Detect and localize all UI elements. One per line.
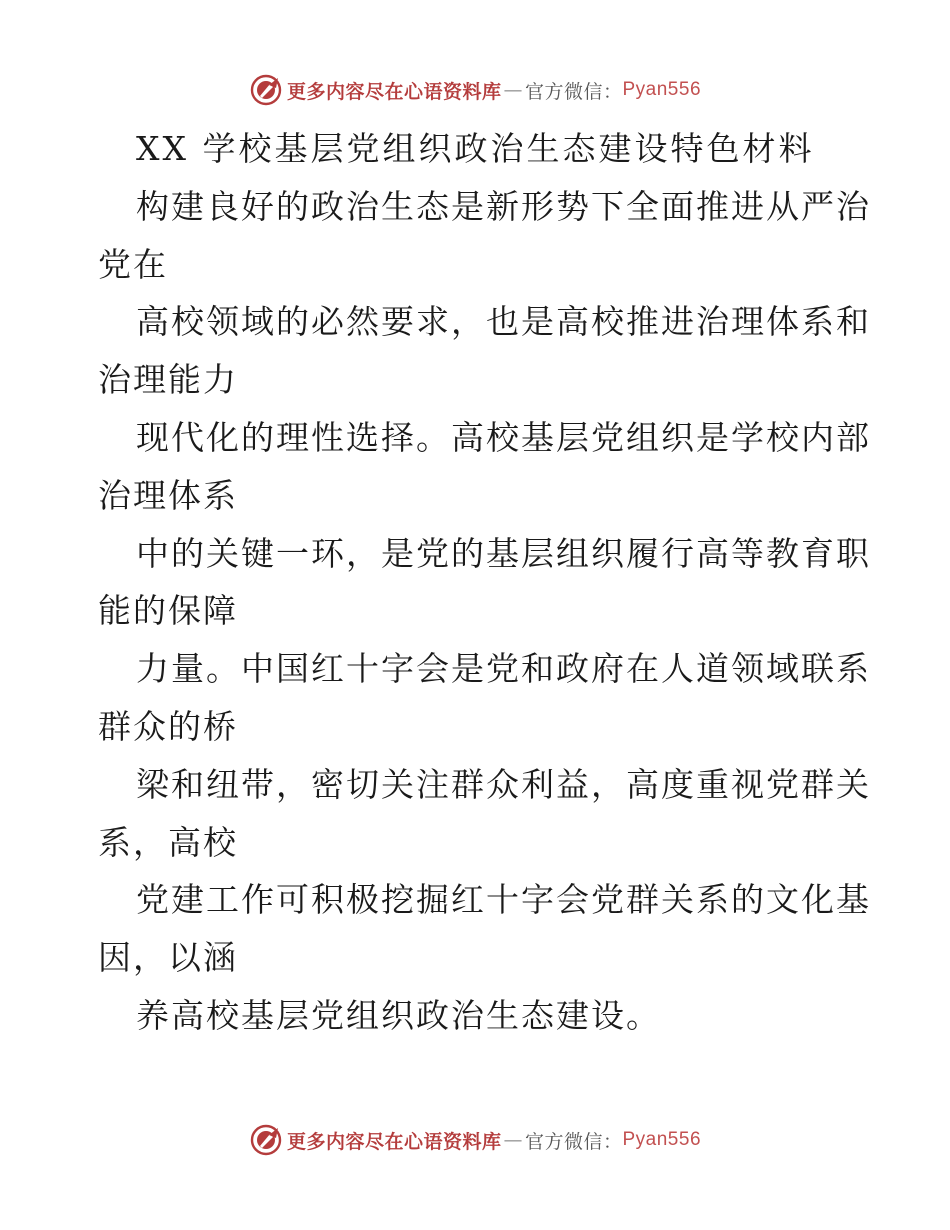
paragraph-line: 治理能力 — [98, 360, 238, 400]
paragraph-line: 现代化的理性选择。高校基层党组织是学校内部 — [136, 417, 871, 457]
banner-wechat-label: 官方微信： — [524, 80, 623, 103]
paragraph-line: 群众的桥 — [98, 706, 238, 746]
banner-wechat-id: Pyan556 — [622, 1129, 702, 1150]
paragraph-line: 养高校基层党组织政治生态建设。 — [136, 995, 661, 1035]
header-banner — [0, 70, 950, 110]
pen-nib-circle-icon — [249, 73, 283, 107]
paragraph-line: 能的保障 — [98, 591, 238, 631]
paragraph-line: 系，高校 — [98, 822, 238, 862]
pen-nib-circle-icon — [249, 1123, 283, 1157]
paragraph-line: 因，以涵 — [98, 938, 238, 978]
paragraph-line: 构建良好的政治生态是新形势下全面推进从严治 — [136, 186, 871, 226]
banner-slogan: 更多内容尽在心语资料库 — [286, 80, 502, 103]
paragraph-line: 中的关键一环，是党的基层组织履行高等教育职 — [136, 533, 871, 573]
document-body — [98, 120, 871, 1045]
paragraph-line: 党在 — [98, 244, 168, 284]
paragraph-line: 梁和纽带，密切关注群众利益，高度重视党群关 — [136, 764, 871, 804]
banner-slogan: 更多内容尽在心语资料库 — [286, 1130, 502, 1153]
paragraph-line: 治理体系 — [98, 475, 238, 515]
footer-banner — [0, 1120, 950, 1160]
banner-dash: — — [503, 1129, 523, 1151]
banner-dash: — — [503, 79, 523, 101]
banner-wechat-label: 官方微信： — [524, 1130, 623, 1153]
paragraph-line: 党建工作可积极挖掘红十字会党群关系的文化基 — [136, 880, 871, 920]
paragraph-line: 力量。中国红十字会是党和政府在人道领域联系 — [136, 649, 871, 689]
banner-wechat-id: Pyan556 — [622, 79, 702, 100]
paragraph-line: 高校领域的必然要求，也是高校推进治理体系和 — [136, 302, 871, 342]
document-title: XX 学校基层党组织政治生态建设特色材料 — [136, 129, 815, 168]
